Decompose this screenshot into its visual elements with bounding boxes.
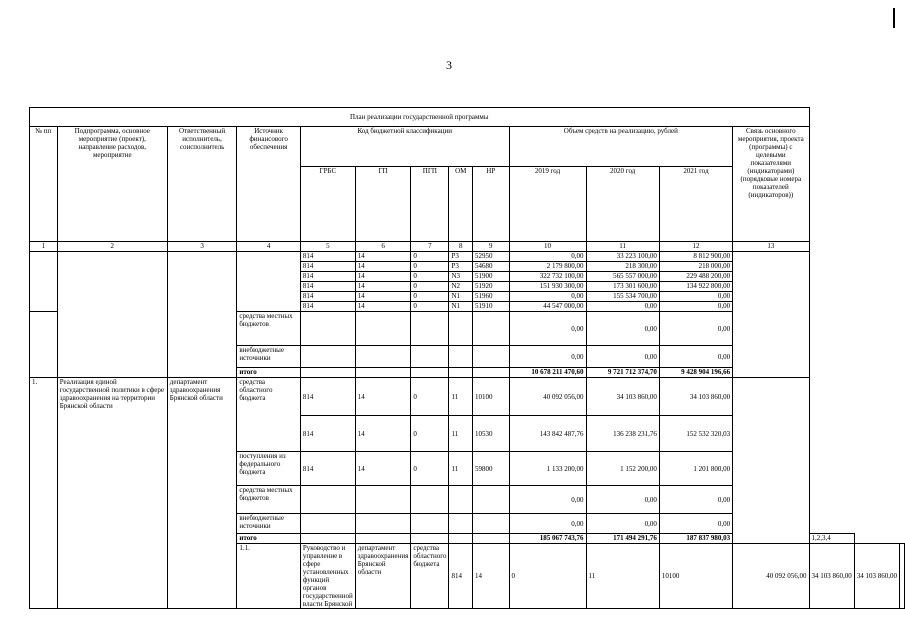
np-cell: 51910	[473, 302, 510, 312]
col-number: 7	[411, 242, 449, 252]
om-cell: 11	[449, 378, 473, 416]
header-gp: ГП	[355, 167, 411, 242]
amount-2020: 34 103 860,00	[809, 544, 854, 609]
header-om: ОМ	[449, 167, 473, 242]
gp-cell: 14	[355, 416, 411, 452]
gp-cell: 14	[355, 272, 411, 282]
gp-cell: 14	[355, 292, 411, 302]
empty-cell	[473, 534, 510, 544]
empty-cell	[411, 312, 449, 346]
pgp-cell: 0	[411, 416, 449, 452]
np-cell: 59800	[473, 452, 510, 486]
om-cell: N1	[449, 302, 473, 312]
np-cell: 10530	[473, 416, 510, 452]
empty-cell	[449, 312, 473, 346]
col-number: 5	[300, 242, 355, 252]
total-2019: 185 067 743,76	[509, 534, 586, 544]
col-number: 10	[509, 242, 586, 252]
amount-2019: 143 842 487,76	[509, 416, 586, 452]
amount-2020: 136 238 231,76	[586, 416, 659, 452]
gp-cell: 14	[355, 262, 411, 272]
amount-2021: 0,00	[659, 292, 732, 302]
amount-2021: 34 103 860,00	[854, 544, 899, 609]
amount-2020: 155 534 700,00	[586, 292, 659, 302]
empty-cell	[57, 252, 167, 378]
grbs-cell: 814	[300, 378, 355, 416]
scan-edge-mark	[893, 8, 895, 28]
total-2021: 9 428 904 196,66	[659, 368, 732, 378]
col-number: 9	[473, 242, 510, 252]
grbs-cell: 814	[300, 416, 355, 452]
om-cell: 11	[586, 544, 659, 609]
amount-2021: 0,00	[659, 302, 732, 312]
empty-cell	[733, 252, 809, 378]
grbs-cell: 814	[300, 262, 355, 272]
empty-cell	[411, 534, 449, 544]
amount-2019: 0,00	[509, 346, 586, 368]
pgp-cell: 0	[411, 302, 449, 312]
total-2020: 171 494 291,76	[586, 534, 659, 544]
amount-2021: 0,00	[659, 514, 732, 534]
plan-table	[29, 107, 905, 609]
table-title: План реализации государственной программы	[30, 108, 810, 127]
col-number: 11	[586, 242, 659, 252]
empty-cell	[449, 534, 473, 544]
amount-2021: 0,00	[659, 486, 732, 514]
gp-cell: 14	[355, 452, 411, 486]
gp-cell: 14	[473, 544, 510, 609]
empty-cell	[30, 252, 58, 312]
header-responsible: Ответственный исполнитель, соисполнитель	[167, 127, 237, 242]
amount-2019: 0,00	[509, 486, 586, 514]
amount-2020: 0,00	[586, 514, 659, 534]
empty-cell	[237, 252, 301, 312]
col-number: 1	[30, 242, 58, 252]
amount-2020: 0,00	[586, 346, 659, 368]
empty-cell	[355, 312, 411, 346]
source-cell: средства областного бюджета	[237, 378, 301, 452]
empty-cell	[473, 486, 510, 514]
om-cell: 11	[449, 452, 473, 486]
header-kbk: Код бюджетной классификации	[300, 127, 509, 167]
amount-2021: 152 532 320,03	[659, 416, 732, 452]
header-2019: 2019 год	[509, 167, 586, 242]
gp-cell: 14	[355, 252, 411, 262]
pgp-cell: 0	[509, 544, 586, 609]
amount-2019: 1 133 200,00	[509, 452, 586, 486]
header-np: НР	[473, 167, 510, 242]
column-number-row	[30, 242, 905, 252]
gp-cell: 14	[355, 282, 411, 292]
np-cell: 10100	[659, 544, 732, 609]
source-cell: внебюджетные источники	[237, 514, 301, 534]
empty-cell	[900, 544, 905, 609]
empty-cell	[300, 368, 355, 378]
page-number: 3	[446, 58, 452, 72]
col-number: 13	[733, 242, 809, 252]
section-name: Реализация единой государственной политики в сфере здравоохранения на территории Брянской области	[57, 378, 167, 609]
om-cell: N1	[449, 292, 473, 302]
amount-2019: 2 179 800,00	[509, 262, 586, 272]
empty-cell	[300, 312, 355, 346]
pgp-cell: 0	[411, 252, 449, 262]
source-cell: средства областного бюджета	[411, 544, 449, 609]
om-cell: 11	[449, 416, 473, 452]
total-2020: 9 721 712 374,70	[586, 368, 659, 378]
empty-cell	[355, 514, 411, 534]
empty-cell	[449, 346, 473, 368]
gp-cell: 14	[355, 378, 411, 416]
pgp-cell: 0	[411, 262, 449, 272]
empty-cell	[449, 368, 473, 378]
amount-2020: 218 300,00	[586, 262, 659, 272]
amount-2019: 0,00	[509, 312, 586, 346]
section-responsible: департамент здравоохранения Брянской области	[355, 544, 411, 609]
amount-2020: 33 223 100,00	[586, 252, 659, 262]
amount-2021: 0,00	[659, 312, 732, 346]
empty-cell	[473, 514, 510, 534]
empty-cell	[411, 514, 449, 534]
amount-2021: 229 488 200,00	[659, 272, 732, 282]
col-number: 12	[659, 242, 732, 252]
om-cell: P3	[449, 262, 473, 272]
amount-2021: 218 000,00	[659, 262, 732, 272]
source-cell: средства местных бюджетов	[237, 486, 301, 514]
empty-cell	[411, 346, 449, 368]
pgp-cell: 0	[411, 452, 449, 486]
table-row	[30, 378, 905, 416]
om-cell: N3	[449, 272, 473, 282]
grbs-cell: 814	[300, 252, 355, 262]
col-number: 6	[355, 242, 411, 252]
amount-2021: 1 201 800,00	[659, 452, 732, 486]
empty-cell	[355, 534, 411, 544]
amount-2020: 0,00	[586, 486, 659, 514]
header-2020: 2020 год	[586, 167, 659, 242]
grbs-cell: 814	[300, 452, 355, 486]
grbs-cell: 814	[300, 272, 355, 282]
indicator-link: 1,2,3,4	[809, 534, 854, 544]
pgp-cell: 0	[411, 378, 449, 416]
empty-cell	[473, 346, 510, 368]
gp-cell: 14	[355, 302, 411, 312]
pgp-cell: 0	[411, 292, 449, 302]
col-number: 8	[449, 242, 473, 252]
amount-2020: 565 557 000,00	[586, 272, 659, 282]
empty-cell	[411, 486, 449, 514]
col-number: 2	[57, 242, 167, 252]
empty-cell	[300, 346, 355, 368]
total-2021: 187 837 980,03	[659, 534, 732, 544]
amount-2021: 134 922 800,00	[659, 282, 732, 292]
np-cell: 52950	[473, 252, 510, 262]
header-pgp: ПГП	[411, 167, 449, 242]
empty-cell	[355, 486, 411, 514]
empty-cell	[473, 312, 510, 346]
grbs-cell: 814	[449, 544, 473, 609]
empty-cell	[355, 346, 411, 368]
empty-cell	[300, 514, 355, 534]
empty-cell	[167, 252, 237, 378]
grbs-cell: 814	[300, 302, 355, 312]
np-cell: 51900	[473, 272, 510, 282]
amount-2020: 0,00	[586, 302, 659, 312]
empty-cell	[449, 486, 473, 514]
om-cell: N2	[449, 282, 473, 292]
section-name: Руководство и управление в сфере установленных функций органов государственной власти Брянской	[300, 544, 355, 609]
grbs-cell: 814	[300, 282, 355, 292]
section-responsible: департамент здравоохранения Брянской области	[167, 378, 237, 609]
total-label: итого	[237, 368, 301, 378]
pgp-cell: 0	[411, 272, 449, 282]
amount-2019: 151 930 300,00	[509, 282, 586, 292]
total-2019: 10 678 211 470,60	[509, 368, 586, 378]
np-cell: 10100	[473, 378, 510, 416]
amount-2019: 40 092 056,00	[509, 378, 586, 416]
amount-2019: 322 732 100,00	[509, 272, 586, 282]
header-grbs: ГРБС	[300, 167, 355, 242]
source-cell: средства местных бюджетов	[237, 312, 301, 346]
header-num: № пп	[30, 127, 58, 242]
np-cell: 54680	[473, 262, 510, 272]
empty-cell	[300, 534, 355, 544]
amount-2020: 0,00	[586, 312, 659, 346]
total-label: итого	[237, 534, 301, 544]
amount-2020: 34 103 860,00	[586, 378, 659, 416]
section-number: 1.1.	[237, 544, 301, 609]
amount-2021: 8 812 900,00	[659, 252, 732, 262]
amount-2019: 40 092 056,00	[733, 544, 809, 609]
amount-2019: 0,00	[509, 514, 586, 534]
empty-cell	[473, 368, 510, 378]
empty-cell	[300, 486, 355, 514]
empty-cell	[30, 312, 58, 378]
amount-2019: 44 547 000,00	[509, 302, 586, 312]
empty-cell	[355, 368, 411, 378]
np-cell: 51960	[473, 292, 510, 302]
pgp-cell: 0	[411, 282, 449, 292]
table-row	[30, 252, 905, 262]
header-name: Подпрограмма, основное мероприятие (проект), направление расходов, мероприятие	[57, 127, 167, 242]
header-2021: 2021 год	[659, 167, 732, 242]
col-number: 4	[237, 242, 301, 252]
amount-2021: 34 103 860,00	[659, 378, 732, 416]
empty-cell	[411, 368, 449, 378]
header-indicator-link: Связь основного мероприятия, проекта (программы) с целевыми показателями (индикаторами) (порядковые номера показателей (индикаторов))	[733, 127, 809, 242]
amount-2019: 0,00	[509, 292, 586, 302]
source-cell: внебюджетные источники	[237, 346, 301, 368]
empty-cell	[449, 514, 473, 534]
amount-2019: 0,00	[509, 252, 586, 262]
amount-2021: 0,00	[659, 346, 732, 368]
section-number: 1.	[30, 378, 58, 609]
amount-2020: 173 301 600,00	[586, 282, 659, 292]
header-source: Источник финансового обеспечения	[237, 127, 301, 242]
col-number: 3	[167, 242, 237, 252]
amount-2020: 1 152 200,00	[586, 452, 659, 486]
om-cell: P3	[449, 252, 473, 262]
empty-cell	[733, 378, 809, 544]
grbs-cell: 814	[300, 292, 355, 302]
np-cell: 51920	[473, 282, 510, 292]
source-cell: поступления из федерального бюджета	[237, 452, 301, 486]
header-volume: Объем средств на реализацию, рублей	[509, 127, 733, 167]
